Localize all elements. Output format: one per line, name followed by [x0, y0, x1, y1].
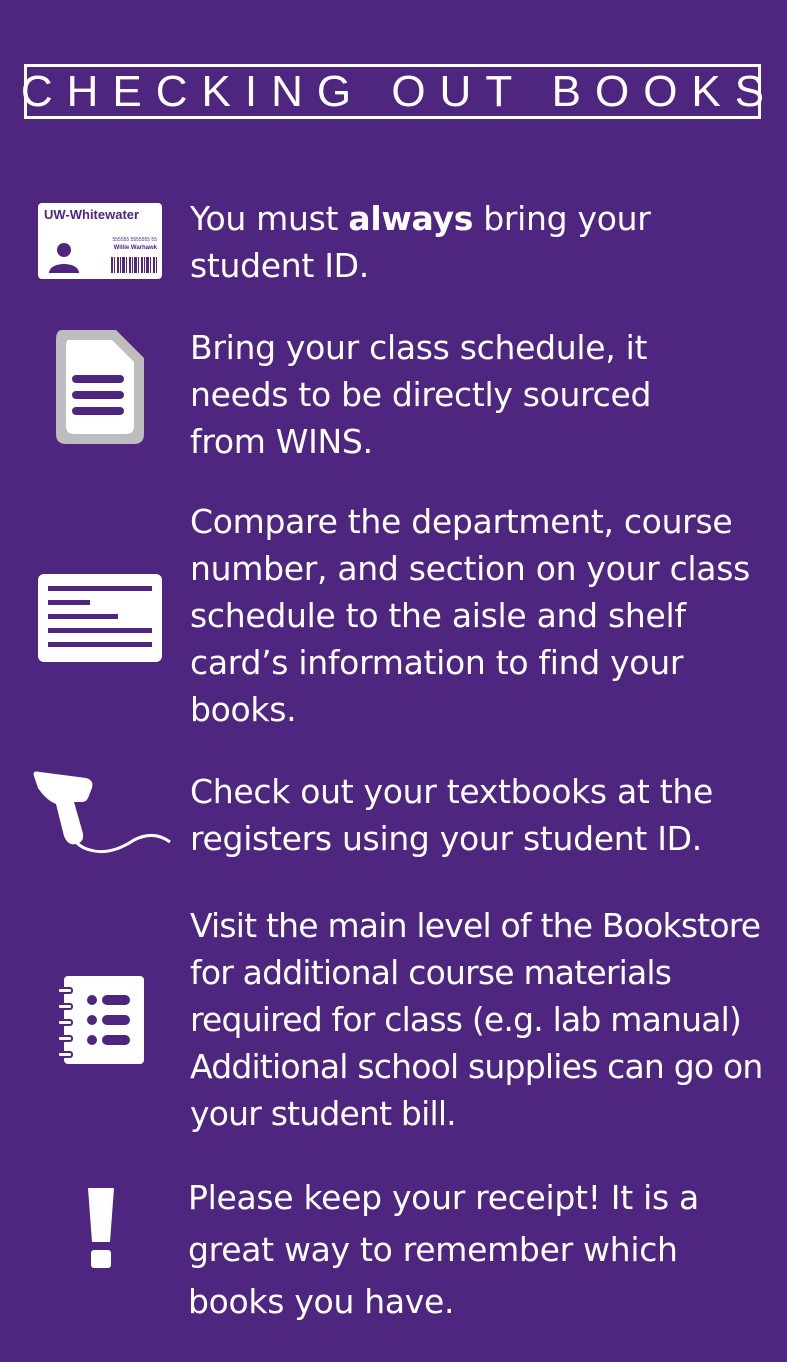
- list-item: [0, 322, 787, 462]
- document-icon: [54, 328, 146, 446]
- page-title: CHECKING OUT BOOKS: [20, 66, 779, 116]
- id-card-name: Willie Warhawk: [113, 245, 157, 251]
- list-item: [0, 1172, 787, 1332]
- item-text: Please keep your receipt! It is a great way to remember which books you have.: [188, 1178, 699, 1321]
- barcode-icon: [111, 257, 157, 273]
- person-icon: [46, 239, 82, 275]
- emphasis-always: always: [348, 199, 474, 238]
- id-card-icon: [38, 203, 162, 279]
- id-card-school: UW-Whitewater: [44, 207, 140, 222]
- item-text: Visit the main level of the Bookstore for additional course materials required for class (e.g. lab manual) Additional school supplies can go on your student bill.: [190, 906, 763, 1133]
- item-text: Check out your textbooks at the registers using your student ID.: [190, 772, 713, 858]
- list-item: [0, 498, 787, 738]
- item-text: Compare the department, course number, and section on your class schedule to the aisle and shelf card’s information to find your books.: [190, 502, 750, 729]
- shelf-card-icon: [38, 574, 162, 662]
- title-banner: [20, 64, 779, 119]
- list-item: [0, 902, 787, 1142]
- list-item: [0, 195, 787, 295]
- notebook-icon: [56, 974, 146, 1066]
- item-text: Bring your class schedule, it needs to be directly sourced from WINS.: [190, 328, 652, 461]
- list-item: [0, 768, 787, 868]
- barcode-scanner-icon: [30, 768, 180, 868]
- id-card-number: 555555 5555555 55: [112, 237, 157, 243]
- item-text: You must always bring your student ID.: [190, 199, 651, 285]
- exclamation-icon: [86, 1186, 116, 1270]
